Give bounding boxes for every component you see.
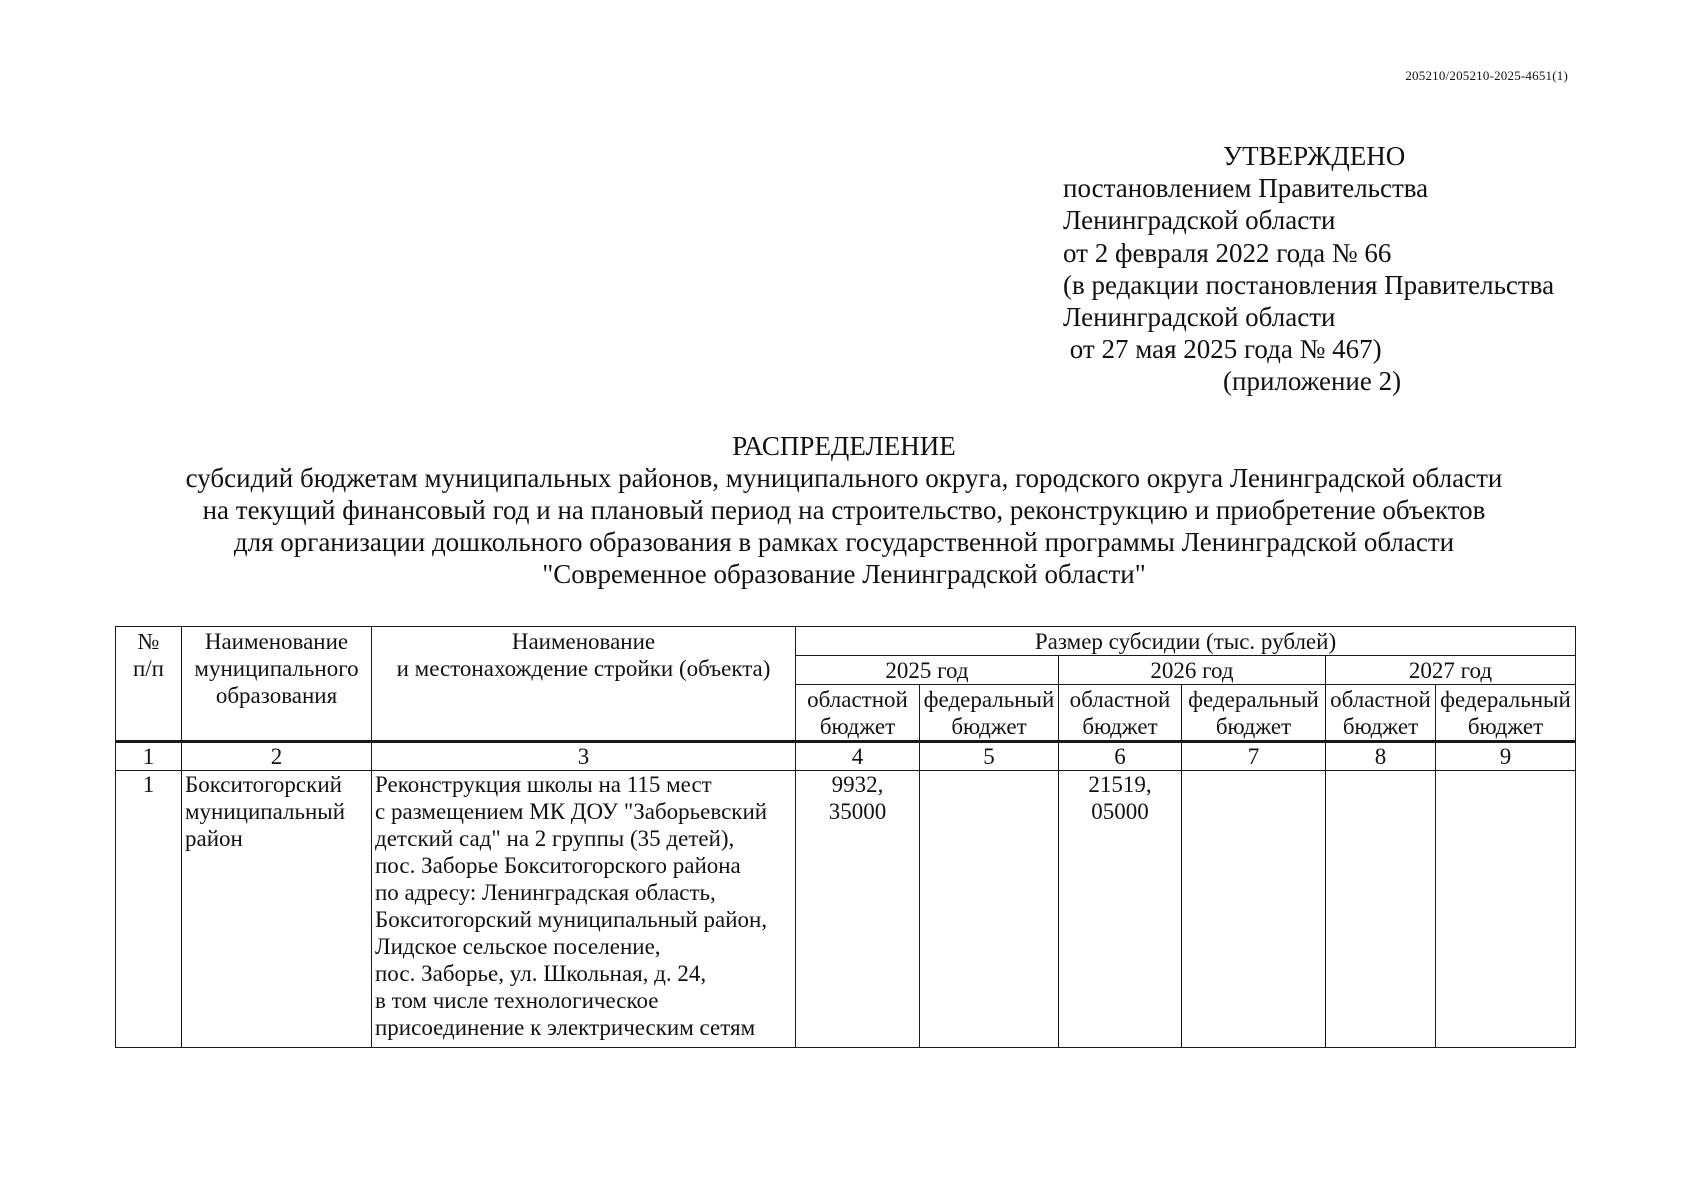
- header-municipality: [182, 627, 372, 742]
- object-line: пос. Заборье, ул. Школьная, д. 24,: [375, 961, 707, 986]
- municipality-line: район: [185, 826, 243, 851]
- object-line: Лидское сельское поселение,: [375, 934, 661, 959]
- header-subsidy: Размер субсидии (тыс. рублей): [796, 627, 1576, 656]
- column-number: 7: [1182, 742, 1326, 771]
- object-line: Реконструкция школы на 115 мест: [375, 772, 712, 797]
- row-municipality: [182, 771, 372, 1048]
- value-2025-federal: [920, 771, 1059, 1048]
- header-budget: [1182, 685, 1326, 742]
- value-line: 35000: [828, 799, 887, 824]
- header-budget: [796, 685, 920, 742]
- heading-line: для организации дошкольного образования в рамках государственной программы Ленинградской области: [233, 527, 1455, 557]
- header-budget: [1059, 685, 1182, 742]
- header-text: областной: [807, 687, 908, 712]
- object-line: Бокситогорский муниципальный район,: [375, 907, 768, 932]
- heading-line: "Современное образование Ленинградской области": [542, 559, 1146, 589]
- approval-line: от 27 мая 2025 года № 467): [1063, 334, 1382, 365]
- approval-title: УТВЕРЖДЕНО: [1223, 141, 1406, 171]
- header-budget: [1326, 685, 1436, 742]
- approval-line: постановлением Правительства: [1063, 173, 1429, 204]
- value-2026-federal: [1182, 771, 1326, 1048]
- object-line: детский сад" на 2 группы (35 детей),: [375, 826, 735, 851]
- header-text: и местонахождение стройки (объекта): [396, 656, 771, 681]
- header-object: [372, 627, 796, 742]
- heading-title: РАСПРЕДЕЛЕНИЕ: [732, 431, 956, 461]
- object-line: пос. Заборье Бокситогорского района: [375, 853, 741, 878]
- value-line: 21519,: [1088, 772, 1152, 797]
- header-text: №: [137, 629, 160, 654]
- header-text: федеральный: [923, 687, 1055, 712]
- object-line: в том числе технологическое: [375, 988, 659, 1013]
- municipality-line: Бокситогорский: [185, 772, 342, 797]
- header-text: федеральный: [1440, 687, 1571, 712]
- value-2026-regional: [1059, 771, 1182, 1048]
- header-text: бюджет: [1467, 714, 1544, 739]
- column-number: 1: [116, 742, 182, 771]
- approval-line: Ленинградской области: [1063, 205, 1336, 236]
- header-text: бюджет: [1215, 714, 1292, 739]
- header-num: [116, 627, 182, 742]
- header-text: Наименование: [204, 629, 349, 654]
- value-2027-federal: [1436, 771, 1576, 1048]
- row-object: [372, 771, 796, 1048]
- approval-line: (в редакции постановления Правительства: [1063, 269, 1555, 300]
- table-row: [116, 771, 1576, 1048]
- header-budget: [920, 685, 1059, 742]
- approval-line: от 2 февраля 2022 года № 66: [1063, 237, 1392, 268]
- header-text: областной: [1069, 687, 1171, 712]
- heading-line: на текущий финансовый год и на плановый период на строительство, реконструкцию и приобретение объектов: [202, 495, 1486, 525]
- header-text: федеральный: [1188, 687, 1319, 712]
- column-number: 8: [1326, 742, 1436, 771]
- header-text: бюджет: [1082, 714, 1158, 739]
- header-year: 2025 год: [796, 656, 1059, 685]
- header-text: бюджет: [1342, 714, 1419, 739]
- document-heading: [110, 430, 1578, 590]
- column-number-row: [116, 742, 1576, 771]
- approval-appendix: (приложение 2): [1223, 366, 1402, 397]
- municipality-line: муниципальный: [185, 799, 346, 824]
- column-number: 5: [920, 742, 1059, 771]
- object-line: с размещением МК ДОУ "Заборьевский: [375, 799, 768, 824]
- header-text: бюджет: [819, 714, 896, 739]
- object-line: присоединение к электрическим сетям: [375, 1015, 756, 1040]
- column-number: 4: [796, 742, 920, 771]
- value-line: 9932,: [831, 772, 884, 797]
- subsidy-table: [115, 626, 1576, 1048]
- document-id: 205210/205210-2025-4651(1): [1405, 68, 1568, 83]
- header-text: бюджет: [951, 714, 1027, 739]
- column-number: 2: [182, 742, 372, 771]
- value-2027-regional: [1326, 771, 1436, 1048]
- header-text: Наименование: [511, 629, 656, 654]
- approval-block: [1063, 140, 1583, 398]
- header-budget: [1436, 685, 1576, 742]
- header-year: 2026 год: [1059, 656, 1326, 685]
- header-text: п/п: [132, 656, 164, 681]
- column-number: 9: [1436, 742, 1576, 771]
- value-2025-regional: [796, 771, 920, 1048]
- column-number: 6: [1059, 742, 1182, 771]
- heading-line: субсидий бюджетам муниципальных районов, муниципального округа, городского округа Ленинградской области: [185, 463, 1503, 493]
- header-text: областной: [1330, 687, 1431, 712]
- header-text: муниципального: [194, 656, 359, 681]
- approval-line: Ленинградской области: [1063, 302, 1336, 333]
- object-line: по адресу: Ленинградская область,: [375, 880, 716, 905]
- row-number: 1: [116, 771, 182, 1048]
- column-number: 3: [372, 742, 796, 771]
- value-line: 05000: [1091, 799, 1149, 824]
- header-year: 2027 год: [1326, 656, 1576, 685]
- header-text: образования: [215, 683, 338, 708]
